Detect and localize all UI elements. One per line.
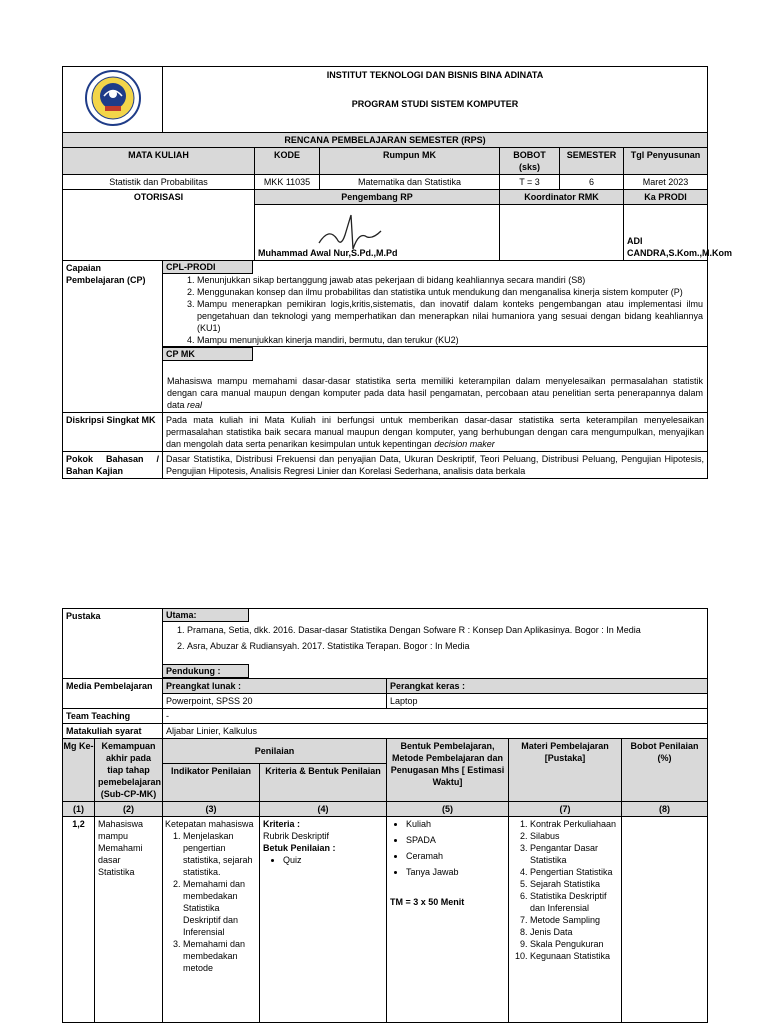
col-number: (3) (163, 802, 260, 817)
row-week: 1,2 (63, 817, 95, 1023)
list-item: • Tanya Jawab (406, 866, 505, 878)
list-item: • Kuliah (406, 818, 505, 830)
tm-estimate: TM = 3 x 50 Menit (390, 897, 465, 907)
col-semester: SEMESTER (560, 148, 624, 175)
team-label: Team Teaching (63, 709, 163, 724)
cp-mk-text: Mahasiswa mampu memahami dasar-dasar statistika serta memiliki keterampilan dalam menyelesaikan permasalahan statistik dengan cara manual maupun dengan komputer pada data hasil pengamatan, percobaan atau penelitian serta penerapannya dalam data real (167, 376, 704, 410)
role-kaprodi: Ka PRODI (624, 190, 708, 205)
role-developer: Pengembang RP (255, 190, 500, 205)
kaprodi-name: ADI CANDRA,S.Kom.,M.Kom (624, 205, 708, 261)
references-label: Pustaka (63, 609, 163, 679)
table-row (63, 817, 708, 1023)
logo-cell (63, 67, 163, 133)
th-weight: Bobot Penilaian (%) (622, 739, 708, 802)
list-item: 2. Menggunakan konsep dan ilmu probabilitas dan statistika untuk mendukung dan menganalisa kinerja sistem komputer (P) (197, 286, 703, 298)
doc-title: RENCANA PEMBELAJARAN SEMESTER (RPS) (63, 133, 708, 148)
rps-header-table (62, 66, 732, 479)
references-main-list (163, 622, 707, 654)
program-name: PROGRAM STUDI SISTEM KOMPUTER (163, 97, 708, 133)
cpl-prodi-label: CPL-PRODI (163, 261, 253, 274)
media-hardware-label: Perangkat keras : (387, 679, 708, 694)
row-ability: Mahasiswa mampu Memahami dasar Statistika (95, 817, 163, 1023)
cpl-prodi-list (163, 274, 707, 346)
list-item: 5. Sejarah Statistika (530, 878, 618, 890)
list-item: 1. Menunjukkan sikap bertanggung jawab atas pekerjaan di bidang keahliannya secara mandiri (S8) (197, 274, 703, 286)
th-ability: Kemampuan akhir pada tiap tahap pemebelajaran (Sub-CP-MK) (95, 739, 163, 802)
row-weight (622, 817, 708, 1023)
media-software-label: Preangkat lunak : (163, 679, 387, 694)
course-code: MKK 11035 (255, 175, 320, 190)
list-item: 3. Mampu menerapkan pemikiran logis,kritis,sistematis, dan inovatif dalam konteks pengembangan atau implementasi ilmu pengetahuan dan teknologi yang memperhatikan dan menerapkan nilai humaniora yang sesuai dengan bidang keahliannya (KU1) (197, 298, 703, 334)
course-cluster: Matematika dan Statistika (320, 175, 500, 190)
description-label: Diskripsi Singkat MK (63, 413, 163, 452)
institution-name: INSTITUT TEKNOLOGI DAN BISNIS BINA ADINATA (163, 67, 708, 97)
list-item: • Quiz (283, 854, 383, 866)
coordinator-signature-cell (500, 205, 624, 261)
role-coordinator: Koordinator RMK (500, 190, 624, 205)
list-item: 3. Memahami dan membedakan metode (183, 938, 257, 974)
col-number: (2) (95, 802, 163, 817)
col-rumpun: Rumpun MK (320, 148, 500, 175)
institution-logo-icon (84, 69, 142, 127)
list-item: 7. Metode Sampling (530, 914, 618, 926)
list-item: 9. Skala Pengukuran (530, 938, 618, 950)
list-item: • Ceramah (406, 850, 505, 862)
cp-label: Capaian Pembelajaran (CP) (63, 261, 163, 413)
authorization-label: OTORISASI (63, 190, 255, 261)
prereq-label: Matakuliah syarat (63, 724, 163, 739)
course-date: Maret 2023 (624, 175, 708, 190)
developer-signature-cell (255, 205, 500, 261)
col-number: (5) (387, 802, 509, 817)
list-item: 1. Pramana, Setia, dkk. 2016. Dasar-dasar Statistika Dengan Sofware R : Konsep Dan Aplikasinya. Bogor : In Media (187, 624, 703, 636)
course-name: Statistik dan Probabilitas (63, 175, 255, 190)
list-item: 3. Pengantar Dasar Statistika (530, 842, 618, 866)
course-semester: 6 (560, 175, 624, 190)
col-number: (7) (509, 802, 622, 817)
col-number: (8) (622, 802, 708, 817)
references-cell (163, 609, 708, 679)
criteria-value: Rubrik Deskriptif (263, 831, 330, 841)
media-label: Media Pembelajaran (63, 679, 163, 709)
th-week: Mg Ke- (63, 739, 95, 802)
list-item: 2. Asra, Abuzar & Rudiansyah. 2017. Statistika Terapan. Bogor : In Media (187, 640, 703, 652)
cp-mk-cell (163, 347, 708, 413)
cpl-prodi-cell (163, 261, 708, 347)
list-item: 1. Menjelaskan pengertian statistika, sejarah statistika. (183, 830, 257, 878)
prereq-value: Aljabar Linier, Kalkulus (163, 724, 708, 739)
topics-label: Pokok Bahasan / Bahan Kajian (63, 452, 163, 479)
media-hardware: Laptop (387, 694, 708, 709)
th-method: Bentuk Pembelajaran, Metode Pembelajaran dan Penugasan Mhs [ Estimasi Waktu] (387, 739, 509, 802)
list-item: 10. Kegunaan Statistika (530, 950, 618, 962)
list-item: 8. Jenis Data (530, 926, 618, 938)
col-bobot: BOBOT (sks) (500, 148, 560, 175)
col-mata-kuliah: MATA KULIAH (63, 148, 255, 175)
col-kode: KODE (255, 148, 320, 175)
list-item: 2. Memahami dan membedakan Statistika Deskriptif dan Inferensial (183, 878, 257, 938)
rps-page-2 (62, 608, 707, 1023)
rps-detail-table (62, 608, 708, 1023)
form-label: Betuk Penilaian : (263, 843, 336, 853)
list-item: 4. Pengertian Statistika (530, 866, 618, 878)
col-number: (1) (63, 802, 95, 817)
signature-icon (315, 209, 385, 255)
topics-text: Dasar Statistika, Distribusi Frekuensi dan penyajian Data, Ukuran Deskriptif, Teori Peluang, Distribusi Peluang, Pengujian Hipotesis, Pengujian Hipotesis, Analisis Regresi Linier dan Korelasi Sederhana, analisis data berkala (163, 452, 708, 479)
list-item: 1. Kontrak Perkuliahaan (530, 818, 618, 830)
list-item: 6. Statistika Deskriptif dan Inferensial (530, 890, 618, 914)
developer-name: Muhammad Awal Nur,S.Pd.,M.Pd (258, 248, 398, 258)
th-indicator: Indikator Penilaian (163, 764, 260, 802)
col-tgl: Tgl Penyusunan (624, 148, 708, 175)
row-indicator (163, 817, 260, 1023)
description-text: Pada mata kuliah ini Mata Kuliah ini berfungsi untuk memberikan dasar-dasar statistika serta keterampilan menyelesaikan permasalahan statistika baik secara manual maupun dengan komputer, yang berhubungan dengan cara mengumpulkan, menyajikan dan mengolah data serta penarikan kesimpulan untuk kepentingan decision maker (163, 413, 708, 452)
indicator-intro: Ketepatan mahasiswa (165, 819, 254, 829)
team-value: - (163, 709, 708, 724)
criteria-label: Kriteria : (263, 819, 301, 829)
list-item: • SPADA (406, 834, 505, 846)
row-method (387, 817, 509, 1023)
row-criteria (260, 817, 387, 1023)
th-material: Materi Pembelajaran [Pustaka] (509, 739, 622, 802)
references-support-label: Pendukung : (163, 664, 249, 678)
media-software: Powerpoint, SPSS 20 (163, 694, 387, 709)
cp-mk-label: CP MK (163, 347, 253, 361)
list-item: 4. Mampu menunjukkan kinerja mandiri, bermutu, dan terukur (KU2) (197, 334, 703, 346)
col-number: (4) (260, 802, 387, 817)
references-main-label: Utama: (163, 609, 249, 622)
row-material (509, 817, 622, 1023)
rps-page-1 (62, 66, 732, 479)
th-criteria: Kriteria & Bentuk Penilaian (260, 764, 387, 802)
list-item: 2. Silabus (530, 830, 618, 842)
course-credits: T = 3 (500, 175, 560, 190)
th-assessment: Penilaian (163, 739, 387, 764)
